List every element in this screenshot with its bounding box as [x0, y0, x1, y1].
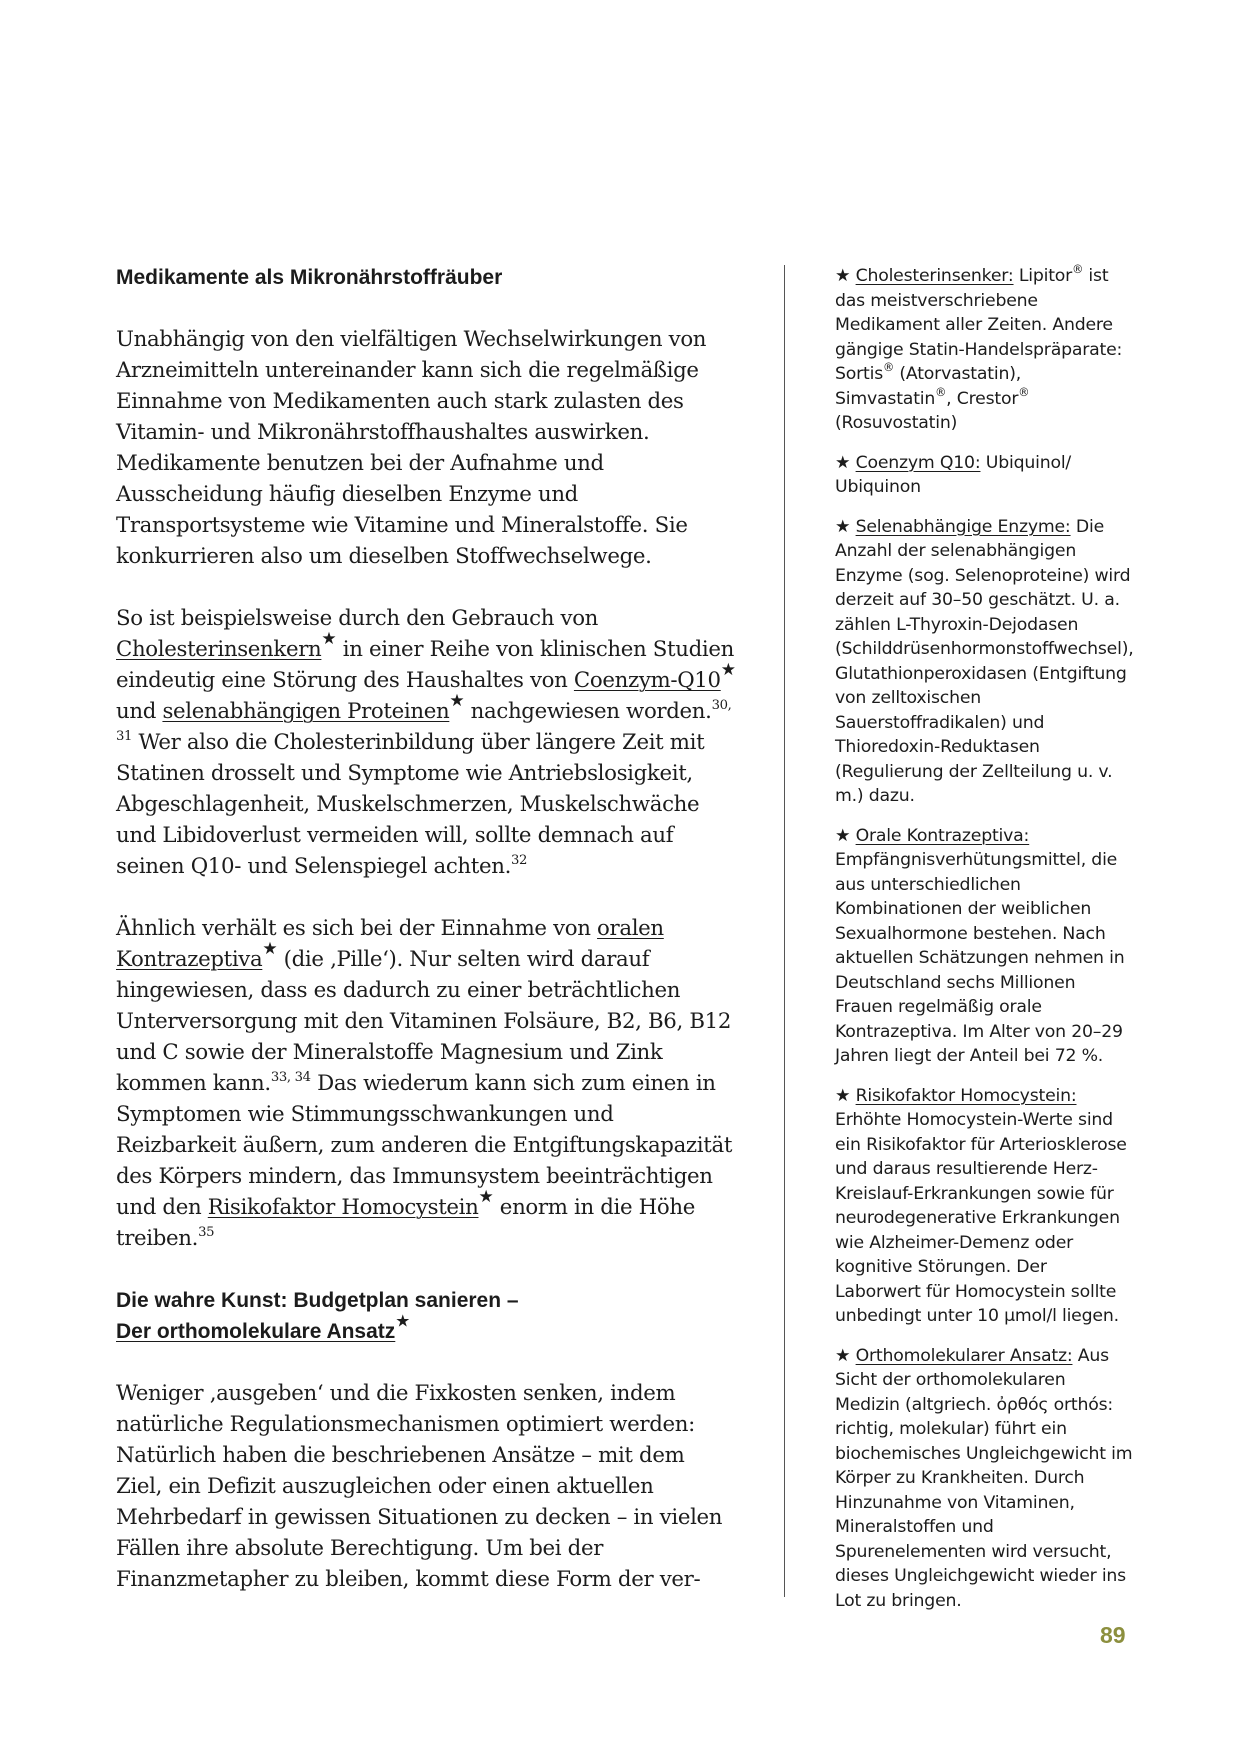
star-icon: ★ [835, 266, 851, 286]
glossary-link-kontrazeptiva[interactable]: oralen Kontrazeptiva [116, 916, 664, 972]
registered-mark: ® [883, 361, 895, 375]
glossary-link-homocystein[interactable]: Risikofaktor Homocystein [207, 1195, 479, 1220]
paragraph [116, 913, 736, 1254]
note-text: Ubiquinol/ Ubiquinon [835, 452, 1072, 497]
glossary-link-cholesterinsenker[interactable]: Cholesterinsenkern [116, 637, 322, 662]
text-run: nachgewiesen worden. [464, 699, 712, 724]
footnote-ref[interactable]: 33, 34 [270, 1069, 311, 1085]
text-run: und [116, 699, 163, 724]
star-icon: ★ [835, 1345, 851, 1366]
section-heading [116, 1285, 736, 1347]
glossary-term: Coenzym Q10: [855, 452, 981, 473]
text-run: Lipitor [1013, 266, 1073, 286]
note-text: Erhöhte Homocystein-Werte sind ein Risikofaktor für Arteriosklerose und daraus resultierende Herz-Kreislauf-Erkrankungen sowie für neurodegenerative Erkrankungen wie Alzheimer-Demenz oder kognitive Störungen. Der Laborwert für Homocystein sollte unbedingt unter 10 µmol/l liegen. [835, 1110, 1127, 1326]
glossary-term: Orale Kontrazeptiva: [855, 825, 1030, 846]
glossary-note [835, 1344, 1135, 1614]
column-divider [784, 265, 785, 1597]
paragraph: Unabhängig von den vielfältigen Wechselwirkungen von Arzneimitteln untereinander kann sich die regelmäßige Einnahme von Medikamenten auch stark zulasten des Vitamin- und Mikronährstoffhaushaltes auswirken. Medikamente benutzen bei der Aufnahme und Ausscheidung häufig dieselben Enzyme und Transportsysteme wie Vitamine und Mineralstoffe. Sie konkurrieren also um dieselben Stoffwechselwege. [116, 327, 707, 569]
text-run: , Crestor [946, 388, 1019, 409]
text-run: ist das meistverschriebene Medikament aller Zeiten. Andere gängige Statin-Handelspräparate: Sortis [835, 266, 1123, 384]
star-icon: ★ [835, 452, 851, 473]
text-run: Ähnlich verhält es sich bei der Einnahme von [116, 916, 598, 941]
glossary-note [835, 264, 1135, 436]
note-text: Aus Sicht der orthomolekularen Medizin (altgriech. ὀρθός orthós: richtig, molekular) führt ein biochemisches Ungleichgewicht im Körper zu Krankheiten. Durch Hinzunahme von Vitaminen, Mineralstoffen und Spurenelementen wird versucht, dieses Ungleichgewicht wieder ins Lot zu bringen. [835, 1345, 1133, 1611]
registered-mark: ® [1018, 385, 1030, 399]
paragraph: Weniger ‚ausgeben‘ und die Fixkosten senken, indem natürliche Regulationsmechanismen optimiert werden: Natürlich haben die beschriebenen Ansätze – mit dem Ziel, ein Defizit auszugleichen oder einen aktuellen Mehrbedarf in gewissen Situationen zu decken – in vielen Fällen ihre absolute Berechtigung. Um bei der Finanzmetapher zu bleiben, kommt diese Form der ver- [116, 1381, 723, 1592]
text-run: (Rosuvostatin) [835, 413, 958, 433]
note-text: Die Anzahl der selenabhängigen Enzyme (sog. Selenoproteine) wird derzeit auf 30–50 geschätzt. U. a. zählen L-Thyroxin-Dejodasen (Schilddrüsenhormonstoffwechsel), Glutathionperoxidasen (Entgiftung von zelltoxischen Sauerstoffradikalen) und Thioredoxin-Reduktasen (Regulierung der Zellteilung u. v. m.) dazu. [835, 516, 1134, 806]
star-marker: ★ [321, 629, 337, 650]
text-run: So ist beispielsweise durch den Gebrauch von [116, 606, 599, 631]
footnote-ref[interactable]: 35 [198, 1224, 215, 1240]
footnote-ref[interactable]: 32 [511, 852, 528, 868]
star-marker: ★ [262, 939, 278, 960]
main-column [116, 262, 736, 1595]
glossary-note [835, 824, 1135, 1069]
text-run: (die ‚Pille‘). Nur selten wird darauf hingewiesen, dass es dadurch zu einer beträchtlichen Unterversorgung mit den Vitaminen Folsäure, B2, B6, B12 und C sowie der Mineralstoffe Magnesium und Zink kommen kann. [116, 947, 732, 1096]
star-icon: ★ [835, 516, 851, 537]
glossary-note [835, 515, 1135, 809]
glossary-term: Selenabhängige Enzyme: [855, 516, 1071, 537]
registered-mark: ® [935, 385, 947, 399]
star-marker: ★ [449, 691, 465, 712]
text-run: Wer also die Cholesterinbildung über längere Zeit mit Statinen drosselt und Symptome wie Antriebslosigkeit, Abgeschlagenheit, Muskelschmerzen, Muskelschwäche und Libidoverlust vermeiden will, sollte demnach auf seinen Q10- und Selenspiegel achten. [116, 730, 705, 879]
glossary-link-orthomolekular[interactable]: Der orthomolekulare Ansatz [116, 1320, 396, 1343]
glossary-note [835, 451, 1135, 500]
note-text: Empfängnisverhütungsmittel, die aus unterschiedlichen Kombinationen der weiblichen Sexualhormone bestehen. Nach aktuellen Schätzungen nehmen in Deutschland sechs Millionen Frauen regelmäßig orale Kontrazeptiva. Im Alter von 20–29 Jahren liegt der Anteil bei 72 %. [835, 850, 1125, 1066]
glossary-link-selen[interactable]: selenabhängigen Proteinen [162, 699, 450, 724]
page-number: 89 [1100, 1622, 1126, 1648]
star-icon: ★ [835, 1085, 851, 1106]
text-run: enorm in die Höhe treiben. [116, 1195, 695, 1251]
text-run: in einer Reihe von klinischen Studien eindeutig eine Störung des Haushaltes von [116, 637, 734, 693]
star-marker: ★ [478, 1187, 494, 1208]
text-run: Das wiederum kann sich zum einen in Symptomen wie Stimmungsschwankungen und Reizbarkeit äußern, zum anderen die Entgiftungskapazität des Körpers mindern, das Immunsystem beeinträchtigen und den [116, 1071, 733, 1220]
text-run: (Atorvastatin), Simvastatin [835, 364, 1022, 409]
star-icon: ★ [835, 825, 851, 846]
glossary-note [835, 1084, 1135, 1329]
star-marker: ★ [395, 1311, 411, 1331]
heading-line: Die wahre Kunst: Budgetplan sanieren – [116, 1289, 519, 1312]
footnote-ref[interactable]: 30, 31 [116, 697, 732, 744]
section-heading: Medikamente als Mikronährstoffräuber [116, 266, 503, 289]
star-marker: ★ [720, 660, 736, 681]
glossary-term: Risikofaktor Homocystein: [855, 1085, 1077, 1106]
paragraph [116, 603, 736, 882]
glossary-sidebar [835, 264, 1135, 1628]
glossary-term: Cholesterinsenker: [855, 266, 1014, 286]
glossary-link-coenzym-q10[interactable]: Coenzym-Q10 [573, 668, 721, 693]
registered-mark: ® [1072, 263, 1084, 277]
glossary-term: Orthomolekularer Ansatz: [855, 1345, 1073, 1366]
